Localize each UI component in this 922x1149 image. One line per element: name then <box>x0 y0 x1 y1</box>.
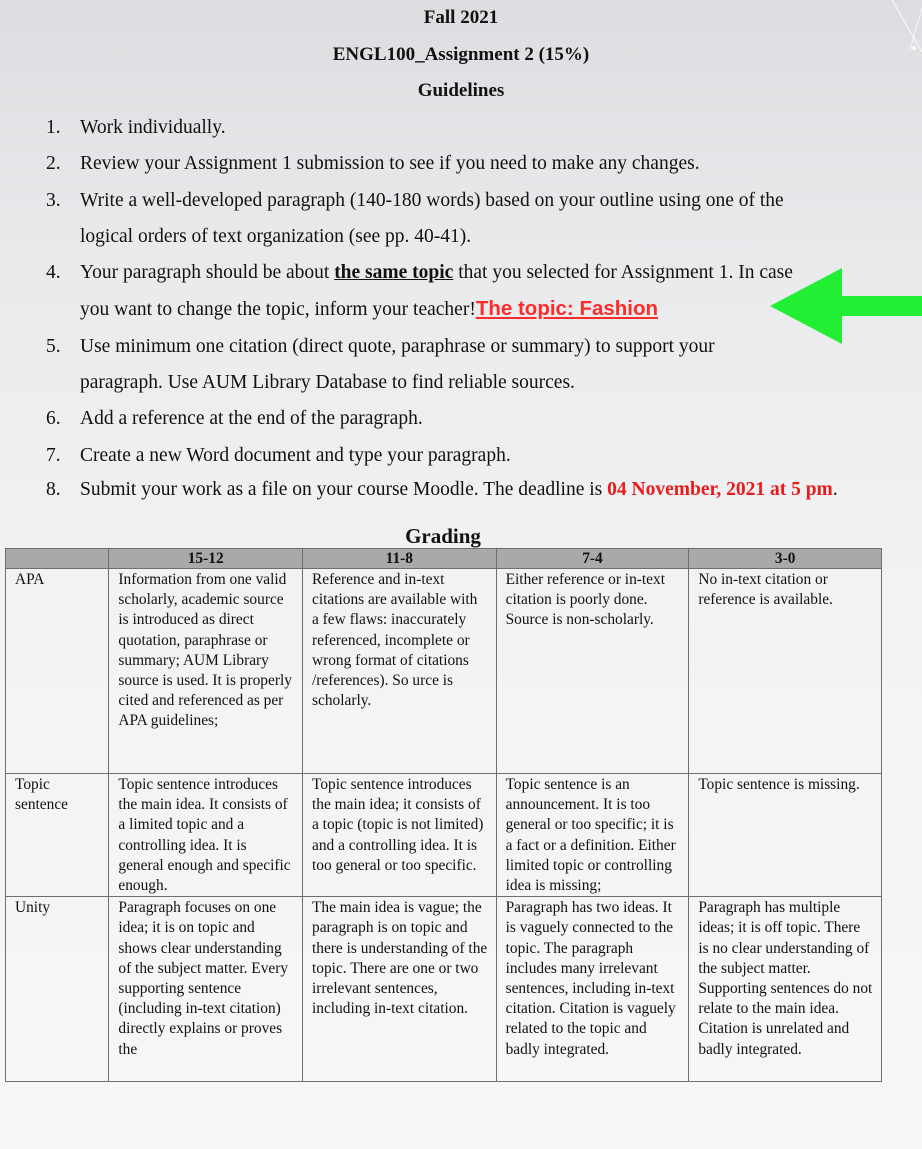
rubric-cell: Either reference or in-text citation is poorly done. Source is non-scholarly. <box>496 569 689 774</box>
guideline-item-8 <box>0 474 922 506</box>
rubric-cell: The main idea is vague; the paragraph is on topic and there is understanding of the topic. There are one or two irrelevant sentences, including in-text citation. <box>303 897 497 1082</box>
topic-annotation: The topic: Fashion <box>475 297 659 321</box>
guideline-item-7 <box>0 438 922 474</box>
rubric-cell: Reference and in-text citations are available with a few flaws: inaccurately referenced, incomplete or wrong format of citations /references). So urce is scholarly. <box>303 569 497 774</box>
green-arrow-icon <box>770 266 922 346</box>
rubric-cell: Information from one valid scholarly, academic source is introduced as direct quotation, paraphrase or summary; AUM Library source is used. It is properly cited and referenced as per APA guidelines; <box>109 569 303 774</box>
guideline-text: Work individually. <box>80 117 226 138</box>
guideline-text <box>80 474 900 506</box>
guideline-number: 6. <box>46 408 61 430</box>
guideline-number: 7. <box>46 444 61 466</box>
rubric-cell: No in-text citation or reference is available. <box>689 569 882 774</box>
rubric-row-apa <box>6 569 882 774</box>
rubric-cell: Paragraph focuses on one idea; it is on topic and shows clear understanding of the subject matter. Every supporting sentence (including in-text citation) directly explains or proves the <box>109 897 303 1082</box>
guideline-text-start: Your paragraph should be about <box>80 262 335 284</box>
guideline-number: 5. <box>46 335 61 357</box>
guideline-text: Write a well-developed paragraph (140-180 words) based on your outline using one of the logical orders of text organization (see pp. 40-41). <box>80 189 784 247</box>
guideline-text: Use minimum one citation (direct quote, paraphrase or summary) to support your paragraph. Use AUM Library Database to find reliable sources. <box>80 335 715 394</box>
guideline-text <box>80 255 820 329</box>
rubric-row-topic-sentence <box>6 774 882 897</box>
rubric-cell: Paragraph has two ideas. It is vaguely connected to the topic. The paragraph includes many irrelevant sentences, including in-text citation. Citation is vaguely related to the topic and badly integrated. <box>496 897 689 1082</box>
rubric-criterion: Topic sentence <box>6 774 109 897</box>
rubric-header-score: 7-4 <box>496 549 689 569</box>
assignment-title: ENGL100_Assignment 2 (15%) <box>332 44 590 65</box>
deadline-highlight: 04 November, 2021 at 5 pm <box>607 478 833 500</box>
rubric-row-unity <box>6 897 882 1082</box>
rubric-cell: Topic sentence introduces the main idea; it consists of a topic (topic is not limited) and a controlling idea. It is too general or too specific. <box>303 774 497 897</box>
rubric-header-score: 11-8 <box>303 549 497 569</box>
guideline-item-3 <box>0 183 922 256</box>
guideline-item-6 <box>0 401 922 437</box>
guideline-item-2 <box>0 146 922 182</box>
guideline-text-end: . <box>832 478 838 500</box>
guideline-number: 3. <box>46 189 61 211</box>
guideline-number: 1. <box>46 117 61 138</box>
rubric-cell: Topic sentence introduces the main idea. It consists of a limited topic and a controlling idea. It is general enough and specific enough. <box>109 774 303 897</box>
rubric-header-blank <box>6 549 109 569</box>
guideline-number: 2. <box>46 153 61 175</box>
rubric-cell: Paragraph has multiple ideas; it is off topic. There is no clear understanding of the subject matter. Supporting sentences do not relate to the main idea. Citation is unrelated and badly integrated. <box>689 897 882 1082</box>
rubric-cell: Topic sentence is missing. <box>689 774 882 897</box>
rubric-cell: Topic sentence is an announcement. It is too general or too specific; it is a fact or a definition. Either limited topic or controlling idea is missing; <box>496 774 689 897</box>
rubric-criterion: APA <box>6 569 109 774</box>
grading-heading: Grading <box>405 524 481 548</box>
grading-rubric-table <box>5 548 882 1082</box>
rubric-criterion: Unity <box>6 897 109 1082</box>
same-topic-emphasis: the same topic <box>334 262 454 284</box>
guideline-text-end: that you selected for Assignment 1. In case you want to change the topic, inform your teacher! <box>80 262 793 321</box>
guideline-number: 8. <box>46 478 61 500</box>
guideline-text: Create a new Word document and type your paragraph. <box>80 444 511 466</box>
guideline-number: 4. <box>46 262 61 284</box>
rubric-header-row <box>6 549 882 569</box>
rubric-header-score: 15-12 <box>109 549 303 569</box>
guidelines-heading: Guidelines <box>417 80 505 101</box>
guideline-text: Add a reference at the end of the paragraph. <box>80 408 423 430</box>
guideline-text-start: Submit your work as a file on your course Moodle. The deadline is <box>80 478 608 500</box>
rubric-header-score: 3-0 <box>689 549 882 569</box>
term-heading: Fall 2021 <box>423 7 499 28</box>
guideline-item-1 <box>0 110 922 146</box>
guideline-text: Review your Assignment 1 submission to see if you need to make any changes. <box>80 153 700 175</box>
